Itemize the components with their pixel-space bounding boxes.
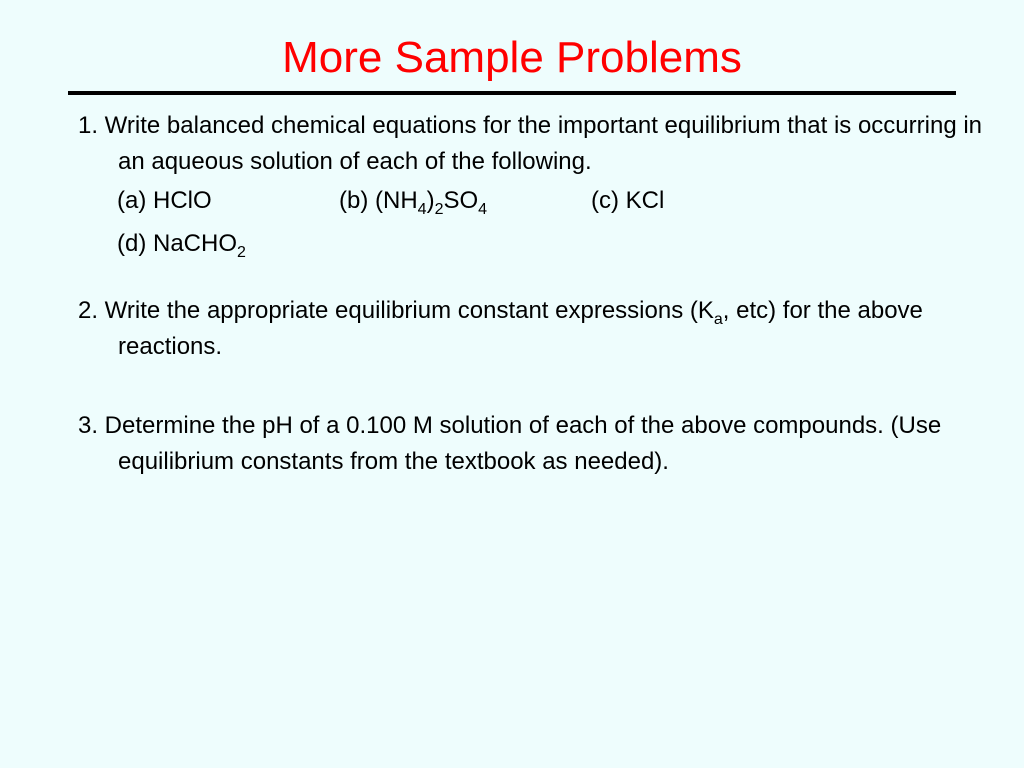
compound-b: (b) $(NH_4)_2SO_4$ bbox=[339, 187, 488, 218]
compound-c: (c) KCl bbox=[591, 187, 665, 214]
problem-1-compounds-row-1 bbox=[117, 183, 717, 219]
problem-2-text: 2. Write the appropriate equilibrium constant expressions ($K_a$, etc) for the above reactions. bbox=[78, 297, 923, 360]
problem-1-text: 1. Write balanced chemical equations for the important equilibrium that is occurring in an aqueous solution of each of the following. bbox=[78, 112, 983, 175]
title-divider bbox=[68, 91, 956, 95]
compound-a: (a) HClO bbox=[117, 187, 212, 214]
compound-d: (d) NaCHO$_2$ bbox=[117, 230, 246, 261]
slide-title: More Sample Problems bbox=[282, 33, 742, 82]
problem-3-text: 3. Determine the pH of a 0.100 M solution of each of the above compounds. (Use equilibrium constants from the textbook as needed). bbox=[78, 412, 942, 475]
